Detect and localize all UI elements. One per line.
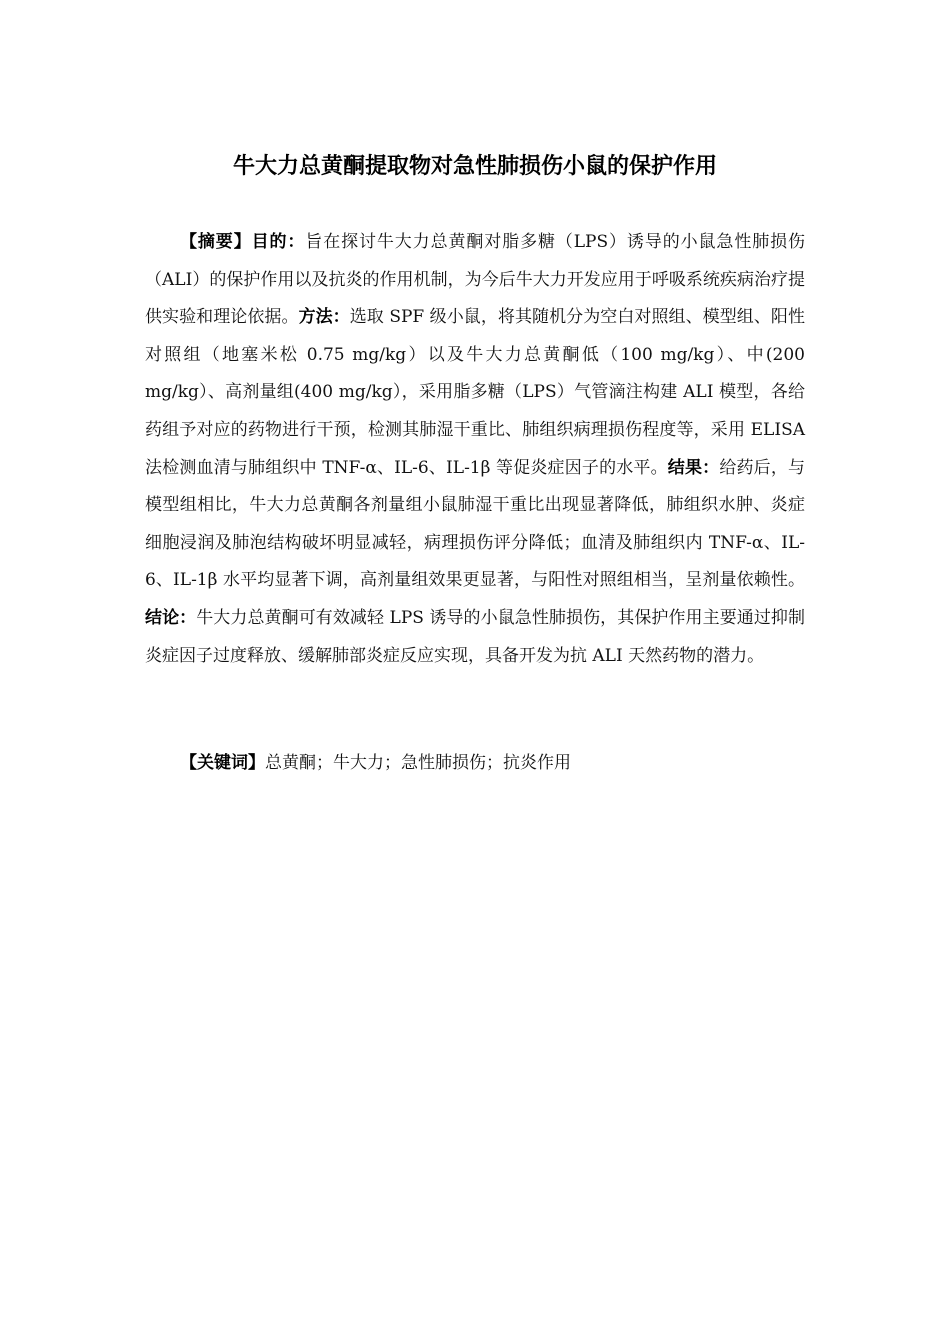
results-label: 结果：	[667, 457, 720, 478]
keywords-label: 【关键词】	[180, 753, 265, 773]
abstract-label: 【摘要】	[180, 232, 252, 252]
methods-text: 选取 SPF 级小鼠，将其随机分为空白对照组、模型组、阳性对照组（地塞米松 0.75 mg/kg）以及牛大力总黄酮低（100 mg/kg）、中(200 mg/kg）、高剂量组(400 mg/kg），采用脂多糖（LPS）气管滴注构建 ALI 模型，各给药组予对应的药物进行干预，检测其肺湿干重比、肺组织病理损伤程度等，采用 ELISA 法检测血清与肺组织中 TNF-α、IL-6、IL-1β 等促炎症因子的水平。	[145, 307, 805, 478]
objective-label: 目的：	[251, 232, 306, 252]
conclusion-text: 牛大力总黄酮可有效减轻 LPS 诱导的小鼠急性肺损伤，其保护作用主要通过抑制炎症因子过度释放、缓解肺部炎症反应实现，具备开发为抗 ALI 天然药物的潜力。	[145, 607, 805, 666]
keywords-text: 总黄酮；牛大力；急性肺损伤；抗炎作用	[265, 753, 571, 773]
objective-text: 旨在探讨牛大力总黄酮对脂多糖（LPS）诱导的小鼠急性肺损伤（ALI）的保护作用以及抗炎的作用机制，为今后牛大力开发应用于呼吸系统疾病治疗提供实验和理论依据。	[145, 232, 806, 328]
methods-label: 方法：	[298, 307, 350, 328]
abstract-paragraph	[145, 224, 805, 675]
paper-title: 牛大力总黄酮提取物对急性肺损伤小鼠的保护作用	[232, 154, 717, 179]
results-text: 给药后，与模型组相比，牛大力总黄酮各剂量组小鼠肺湿干重比出现显著降低，肺组织水肿、炎症细胞浸润及肺泡结构破坏明显减轻，病理损伤评分降低；血清及肺组织内 TNF-α、IL-6、IL-1β 水平均显著下调，高剂量组效果更显著，与阳性对照组相当，呈剂量依赖性。	[145, 457, 806, 591]
keywords-paragraph	[145, 745, 805, 783]
conclusion-label: 结论：	[145, 607, 197, 628]
